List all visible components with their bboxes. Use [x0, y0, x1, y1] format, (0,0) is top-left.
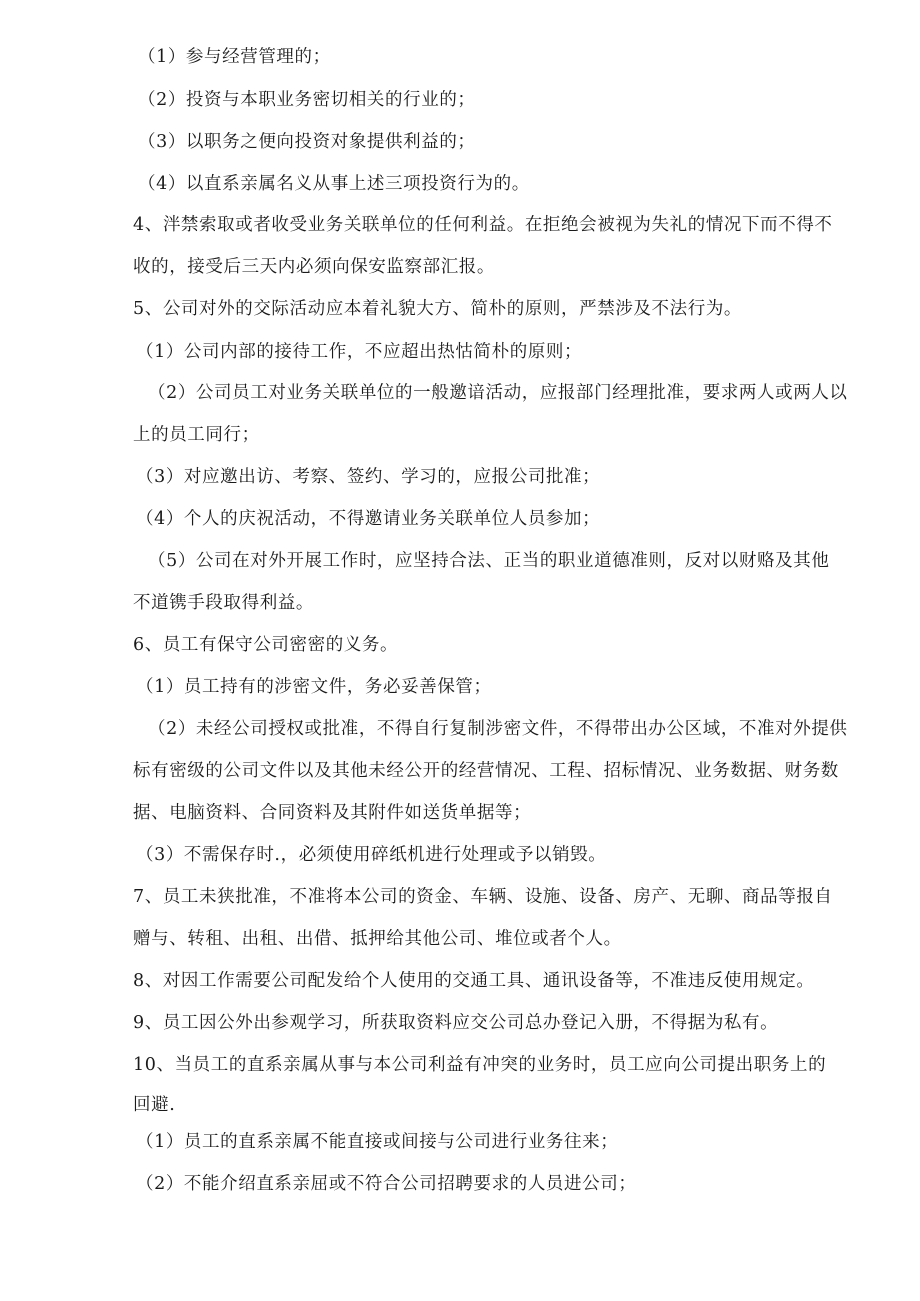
text-line: （1）参与经营管理的；	[138, 47, 331, 67]
text-line: （3）对应邀出访、考察、签约、学习的，应报公司批准；	[136, 467, 601, 487]
text-line: 5、公司对外的交际活动应本着礼貌大方、简朴的原则，严禁涉及不法行为。	[133, 299, 743, 319]
text-line: （1）公司内部的接待工作，不应超出热怙简朴的原则；	[136, 342, 583, 362]
text-line: 7、员工未狭批准，不准将本公司的资金、车辆、设施、设备、房产、无聊、商品等报自	[133, 887, 833, 907]
text-line: 9、员工因公外出参观学习，所获取资料应交公司总办登记入册，不得据为私有。	[133, 1013, 779, 1033]
text-line: （2）不能介绍直系亲屈或不符合公司招聘要求的人员进公司；	[136, 1174, 637, 1194]
text-line: （2）未经公司授权或批准，不得自行复制涉密文件，不得带出办公区域，不准对外提供	[148, 719, 848, 739]
text-line: （4）以直系亲属名义从事上述三项投资行为的。	[138, 174, 530, 194]
text-line: （1）员工的直系亲属不能直接或间接与公司进行业务往来；	[136, 1132, 619, 1152]
text-line: 回避.	[133, 1095, 176, 1115]
text-line: 据、电脑资料、合同资料及其附件如送货单据等；	[133, 803, 532, 823]
text-line: （2）公司员工对业务关联单位的一般邀谙活动，应报部门经理批准，要求两人或两人以	[148, 383, 848, 403]
text-line: （5）公司在对外开展工作时，应坚持合法、正当的职业道德准则，反对以财赂及其他	[148, 551, 830, 571]
text-line: 不道镌手段取得利益。	[133, 593, 314, 613]
text-line: 8、对因工作需要公司配发给个人使用的交通工具、通讯设备等，不准违反使用规定。	[133, 971, 815, 991]
text-line: 4、泮禁索取或者收受业务关联单位的任何利益。在拒绝会被视为失礼的情况下而不得不	[133, 215, 833, 235]
text-line: 6、员工有保守公司密密的义务。	[133, 635, 399, 655]
text-line: 赠与、转租、出租、出借、抵押给其他公司、堆位或者个人。	[133, 929, 622, 949]
text-line: （3）不需保存时.，必须使用碎纸机进行处理或予以销毁。	[136, 845, 607, 865]
text-line: （2）投资与本职业务密切相关的行业的；	[138, 90, 476, 110]
text-line: （4）个人的庆祝活动，不得邀请业务关联单位人员参加；	[136, 509, 601, 529]
text-line: 上的员工同行；	[133, 425, 260, 445]
text-line: （3）以职务之便向投资对象提供利益的；	[138, 132, 476, 152]
text-line: 标有密级的公司文件以及其他未经公开的经营情况、工程、招标情况、业务数据、财务数	[133, 761, 839, 781]
text-line: 10、当员工的直系亲属从事与本公司利益有冲突的业务时，员工应向公司提出职务上的	[133, 1055, 827, 1075]
text-line: 收的，接受后三天内必须向保安监察部汇报。	[133, 257, 495, 277]
text-line: （1）员工持有的涉密文件，务必妥善保管；	[136, 677, 492, 697]
